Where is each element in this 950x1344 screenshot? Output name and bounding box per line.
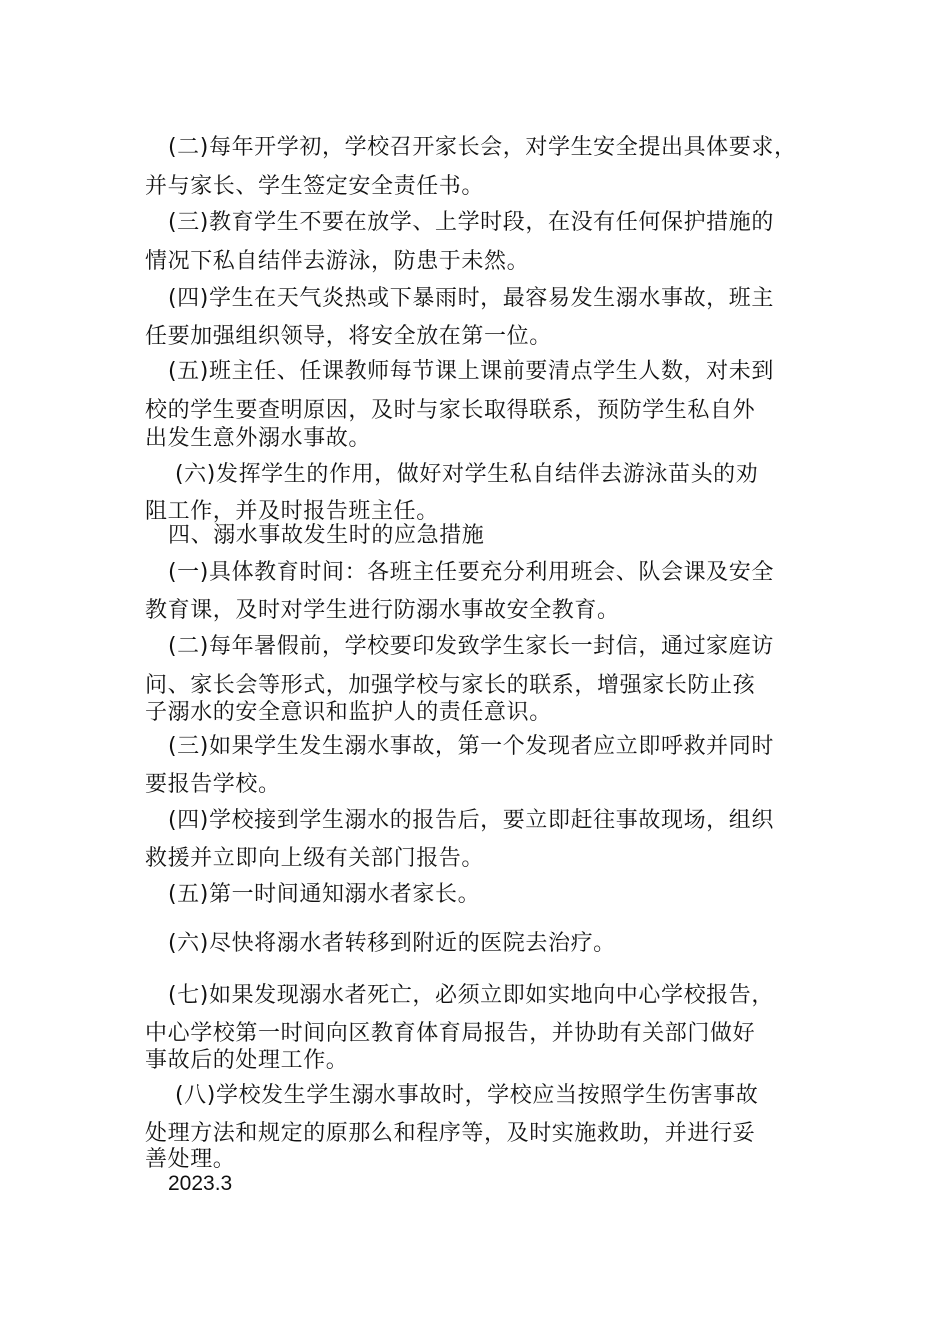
paragraph-line: (二)每年暑假前，学校要印发致学生家长一封信，通过家庭访 [168,634,774,659]
paragraph-line: 救援并立即向上级有关部门报告。 [145,846,485,871]
paragraph-line: (四)学生在天气炎热或下暴雨时，最容易发生溺水事故，班主 [168,286,774,311]
paragraph-line: 阻工作，并及时报告班主任。 [145,499,439,524]
paragraph-line: 任要加强组织领导，将安全放在第一位。 [145,324,552,349]
paragraph-line: 并与家长、学生签定安全责任书。 [145,174,485,199]
paragraph-line: (五)班主任、任课教师每节课上课前要清点学生人数，对未到 [168,359,774,384]
paragraph-line: (二)每年开学初，学校召开家长会，对学生安全提出具体要求， [168,135,797,160]
paragraph-line: (三)如果学生发生溺水事故，第一个发现者应立即呼救并同时 [168,734,774,759]
paragraph-line: (六)发挥学生的作用，做好对学生私自结伴去游泳苗头的劝 [175,462,759,487]
paragraph-line: 校的学生要查明原因，及时与家长取得联系，预防学生私自外 [145,398,756,423]
paragraph-line: (五)第一时间通知溺水者家长。 [168,882,481,907]
paragraph-line: 出发生意外溺水事故。 [145,426,372,451]
paragraph-line: 要报告学校。 [145,772,281,797]
paragraph-line: (六)尽快将溺水者转移到附近的医院去治疗。 [168,931,616,956]
section-heading: 四、溺水事故发生时的应急措施 [168,523,485,548]
paragraph-line: 情况下私自结伴去游泳，防患于未然。 [145,249,530,274]
paragraph-line: 中心学校第一时间向区教育体育局报告，并协助有关部门做好 [145,1021,756,1046]
document-date: 2023.3 [168,1172,233,1195]
paragraph-line: (七)如果发现溺水者死亡，必须立即如实地向中心学校报告， [168,983,774,1008]
paragraph-line: (三)教育学生不要在放学、上学时段，在没有任何保护措施的 [168,210,774,235]
paragraph-line: (八)学校发生学生溺水事故时，学校应当按照学生伤害事故 [175,1083,759,1108]
paragraph-line: 问、家长会等形式，加强学校与家长的联系，增强家长防止孩 [145,673,756,698]
paragraph-line: 子溺水的安全意识和监护人的责任意识。 [145,700,552,725]
paragraph-line: 教育课，及时对学生进行防溺水事故安全教育。 [145,598,620,623]
paragraph-line: (一)具体教育时间：各班主任要充分利用班会、队会课及安全 [168,560,774,585]
paragraph-line: 处理方法和规定的原那么和程序等，及时实施救助，并进行妥 [145,1121,756,1146]
paragraph-line: 事故后的处理工作。 [145,1048,349,1073]
paragraph-line: 善处理。 [145,1147,236,1172]
paragraph-line: (四)学校接到学生溺水的报告后，要立即赶往事故现场，组织 [168,808,774,833]
